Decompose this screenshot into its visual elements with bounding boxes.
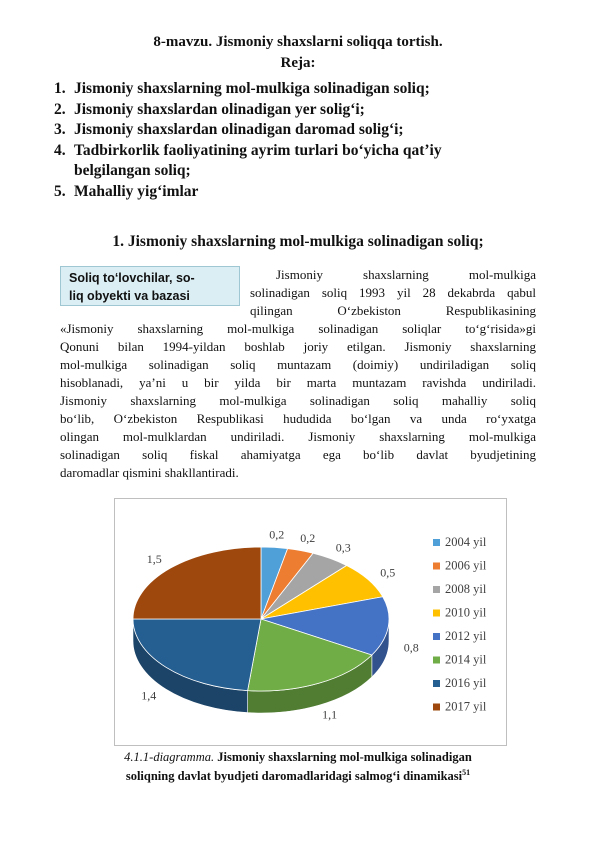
plan-item xyxy=(54,182,534,203)
plan-heading: Reja: xyxy=(280,55,316,71)
plan-item-text-cont: belgilangan soliq; xyxy=(74,162,191,179)
paragraph-line: olingan mol-mulklardan undiriladi. Jismoniy shaxslarning mol-mulkiga xyxy=(60,429,536,444)
plan-item xyxy=(54,120,534,141)
paragraph-line: Jismoniy shaxslarning mol-mulkiga xyxy=(276,267,536,282)
paragraph-side xyxy=(250,266,536,320)
legend-swatch xyxy=(433,563,440,570)
legend-swatch xyxy=(433,704,440,711)
pie-data-label: 1,5 xyxy=(146,551,162,566)
pie-data-label: 1,1 xyxy=(322,707,338,722)
pie-chart-frame xyxy=(114,498,507,746)
pie-data-label: 0,8 xyxy=(403,640,419,655)
plan-item-text: Jismoniy shaxslarning mol-mulkiga solinadigan soliq; xyxy=(74,80,430,97)
paragraph-line: hisoblanadi, ya’ni u bir yilda bir marta muntazam ravishda undiriladi. xyxy=(60,375,536,390)
legend-label: 2017 yil xyxy=(445,699,487,714)
legend-swatch xyxy=(433,610,440,617)
pie-chart xyxy=(115,499,506,745)
caption-text: soliqning davlat byudjeti daromadlaridagi salmog‘i dinamikasi xyxy=(125,769,463,784)
pie-data-label: 0,5 xyxy=(380,565,396,580)
legend-label: 2008 yil xyxy=(445,582,487,596)
paragraph-line: «Jismoniy shaxslarning mol-mulkiga solinadigan soliqlar to‘g‘risida»gi xyxy=(60,321,536,336)
caption-footnote: 51 xyxy=(462,768,471,777)
plan-item-text: Tadbirkorlik faoliyatining ayrim turlari bo‘yicha qat’iy xyxy=(74,141,442,159)
plan-item-number: 3. xyxy=(54,121,66,138)
paragraph-line: Qonuni bilan 1994-yildan boshlab joriy etilgan. Jismoniy shaxslarning xyxy=(60,339,536,354)
plan-list xyxy=(54,79,534,202)
paragraph-line: solinadigan soliq fiskal ahamiyatga ega bo‘lib davlat byudjetining xyxy=(60,447,536,462)
plan-item xyxy=(54,141,534,182)
legend-label: 2004 yil xyxy=(445,535,487,549)
margin-note-line: liq obyekti va bazasi xyxy=(69,289,190,303)
caption-text: Jismoniy shaxslarning mol-mulkiga solinadigan xyxy=(217,750,472,764)
pie-slice xyxy=(133,619,261,691)
margin-note-line: Soliq to‘lovchilar, so- xyxy=(69,271,195,285)
legend-label: 2010 yil xyxy=(445,605,487,620)
paragraph-main xyxy=(60,320,536,482)
paragraph-line: qilingan O‘zbekiston Respublikasining xyxy=(250,303,536,318)
page-title: 8-mavzu. Jismoniy shaxslarni soliqqa tortish. xyxy=(153,34,443,50)
legend-swatch xyxy=(433,633,440,640)
plan-item-number: 2. xyxy=(54,100,66,118)
legend-label: 2014 yil xyxy=(445,652,487,667)
figure-caption xyxy=(60,749,536,784)
plan-item-number: 4. xyxy=(54,141,66,159)
plan-item-text: Mahalliy yig‘imlar xyxy=(74,182,199,200)
legend-swatch xyxy=(433,586,440,593)
paragraph-line: mol-mulkiga solinadigan soliq muntazam (doimiy) undiriladigan soliq xyxy=(60,357,536,372)
legend-swatch xyxy=(433,680,440,687)
legend-label: 2006 yil xyxy=(445,558,487,573)
legend-label: 2012 yil xyxy=(445,629,487,643)
caption-label: 4.1.1-diagramma. xyxy=(124,750,215,764)
plan-item-number: 1. xyxy=(54,80,66,97)
margin-note-box xyxy=(60,266,240,306)
plan-item-text: Jismoniy shaxslardan olinadigan yer solig‘i; xyxy=(74,100,365,118)
plan-item-number: 5. xyxy=(54,182,66,200)
paragraph-line: Jismoniy shaxslarning mol-mulkiga solinadigan soliq mahalliy soliq xyxy=(60,393,536,408)
pie-data-label: 0,2 xyxy=(269,527,285,542)
plan-item xyxy=(54,100,534,121)
paragraph-line: solinadigan soliq 1993 yil 28 dekabrda qabul xyxy=(250,285,536,300)
legend-swatch xyxy=(433,657,440,664)
paragraph-line: daromadlar qismini shakllantiradi. xyxy=(60,465,239,480)
plan-item xyxy=(54,79,534,100)
legend-label: 2016 yil xyxy=(445,676,487,690)
pie-data-label: 0,2 xyxy=(300,531,316,546)
pie-data-label: 0,3 xyxy=(335,540,351,555)
paragraph-line: bo‘lib, O‘zbekiston Respublikasi hududida bo‘lgan va unda ro‘yxatga xyxy=(60,411,536,426)
pie-data-label: 1,4 xyxy=(141,688,157,703)
plan-item-text: Jismoniy shaxslardan olinadigan daromad solig‘i; xyxy=(74,121,404,138)
legend-swatch xyxy=(433,539,440,546)
section-heading: 1. Jismoniy shaxslarning mol-mulkiga solinadigan soliq; xyxy=(112,233,484,250)
